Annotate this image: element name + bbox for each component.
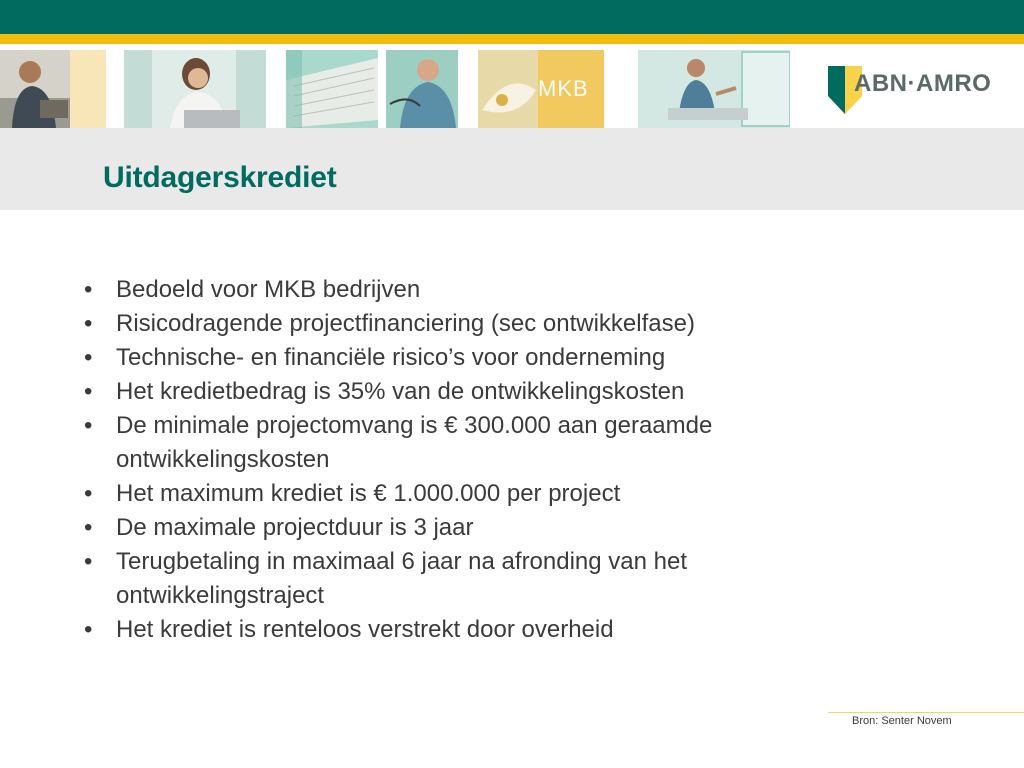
bullet-item: • Het maximum krediet is € 1.000.000 per project [84,477,844,511]
bullet-list [84,273,844,647]
abn-amro-wordmark: ABN·AMRO [854,70,992,97]
bullet-item: • Het krediet is renteloos verstrekt door overheid [84,613,844,647]
gold-stripe [0,34,1024,44]
photo-panel-man-desk [638,50,790,128]
photo-panel-man-mouse [386,50,458,128]
bullet-item: • Risicodragende projectfinanciering (sec ontwikkelfase) [84,307,844,341]
bullet-item: • Bedoeld voor MKB bedrijven [84,273,844,307]
top-brand-bar [0,0,1024,34]
photo-keyboard-image [286,50,378,128]
footer-divider [828,712,1024,713]
photo-man-mouse-image [386,50,458,128]
photo-panel-mkb [478,50,604,128]
bullet-item: • Technische- en financiële risico’s voor onderneming [84,341,844,375]
abn-amro-logo [810,62,1010,120]
bullet-item: • Terugbetaling in maximaal 6 jaar na afronding van het ontwikkelingstraject [84,545,844,613]
photo-office-phone-image [0,50,70,128]
bullet-item: • De minimale projectomvang is € 300.000 aan geraamde ontwikkelingskosten [84,409,844,477]
mkb-label: MKB [538,76,589,101]
photo-panel-office-phone [0,50,70,128]
header-photo-strip [0,50,800,128]
photo-panel-keyboard [286,50,378,128]
bullet-item: • Het kredietbedrag is 35% van de ontwikkelingskosten [84,375,844,409]
photo-man-desk-image [638,50,790,128]
photo-panel-yellow-1 [70,50,106,128]
bullet-item: • De maximale projectduur is 3 jaar [84,511,844,545]
photo-woman-laptop-image [124,50,266,128]
photo-panel-woman-laptop [124,50,266,128]
source-note: Bron: Senter Novem [852,715,952,727]
slide-title: Uitdagerskrediet [103,161,337,194]
